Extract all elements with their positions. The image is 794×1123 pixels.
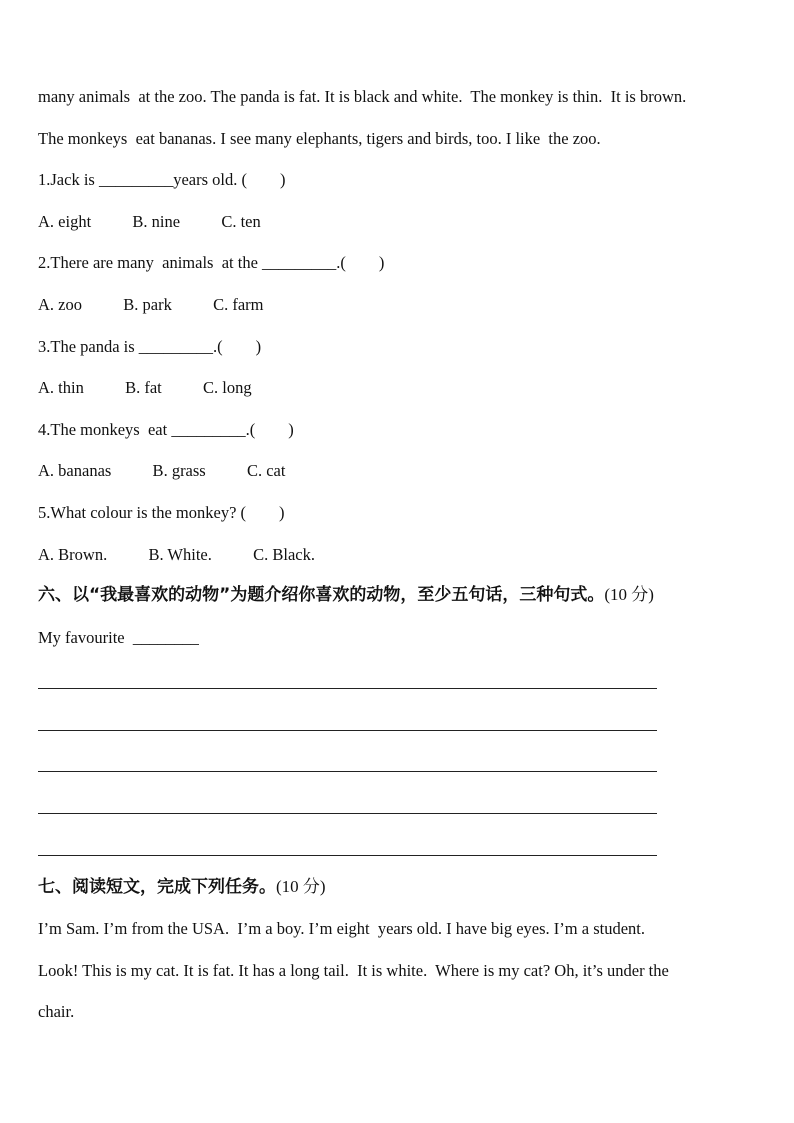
question-3-options: A. thin B. fat C. long	[38, 378, 252, 397]
writing-line-5[interactable]	[38, 855, 657, 856]
question-4-stem: 4.The monkeys eat _________.( )	[38, 420, 294, 439]
passage-2-line-2: Look! This is my cat. It is fat. It has a long tail. It is white. Where is my cat? Oh, it’s under the	[38, 961, 669, 980]
passage-2-line-3: chair.	[38, 1002, 75, 1021]
question-5-options: A. Brown. B. White. C. Black.	[38, 545, 315, 564]
writing-line-1[interactable]	[38, 688, 657, 689]
section-7-score: (10 分)	[276, 877, 326, 896]
question-1-stem: 1.Jack is _________years old. ( )	[38, 170, 286, 189]
question-4-options: A. bananas B. grass C. cat	[38, 461, 286, 480]
section-6-score: (10 分)	[604, 585, 654, 604]
question-2-options: A. zoo B. park C. farm	[38, 295, 264, 314]
writing-line-4[interactable]	[38, 813, 657, 814]
question-3-stem: 3.The panda is _________.( )	[38, 337, 262, 356]
section-7-heading	[38, 877, 326, 897]
section-6-prompt: My favourite ________	[38, 628, 199, 647]
section-6-title: 六、以“我最喜欢的动物”为题介绍你喜欢的动物，至少五句话，三种句式。	[38, 585, 605, 605]
writing-line-3[interactable]	[38, 771, 657, 772]
passage-line-1: many animals at the zoo. The panda is fat. It is black and white. The monkey is thin. It is brown.	[38, 87, 687, 106]
passage-2-line-1: I’m Sam. I’m from the USA. I’m a boy. I’m eight years old. I have big eyes. I’m a student.	[38, 919, 645, 938]
question-1-options: A. eight B. nine C. ten	[38, 212, 261, 231]
section-7-title: 七、阅读短文，完成下列任务。	[38, 877, 276, 897]
section-6-heading	[38, 585, 654, 605]
question-2-stem: 2.There are many animals at the _________.( )	[38, 253, 385, 272]
passage-line-2: The monkeys eat bananas. I see many elephants, tigers and birds, too. I like the zoo.	[38, 129, 601, 148]
writing-line-2[interactable]	[38, 730, 657, 731]
question-5-stem: 5.What colour is the monkey? ( )	[38, 503, 285, 522]
